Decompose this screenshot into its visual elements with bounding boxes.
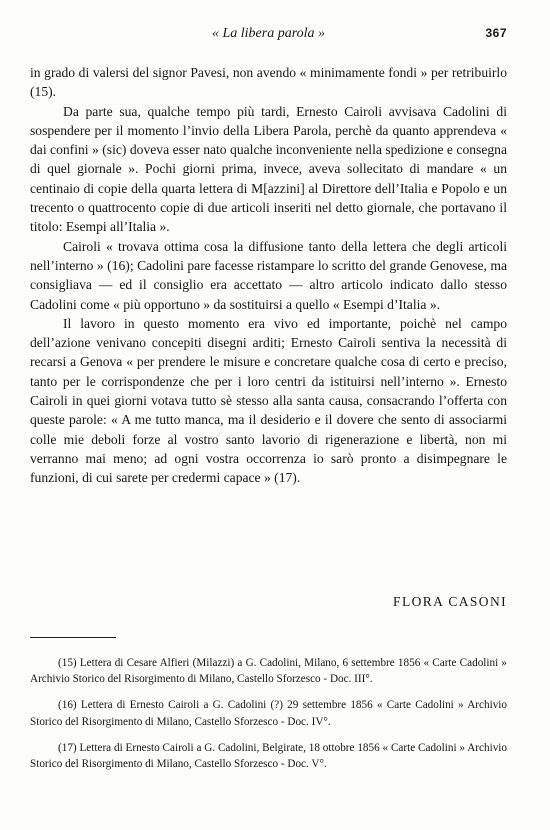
footnote: (17) Lettera di Ernesto Cairoli a G. Cadolini, Belgirate, 18 ottobre 1856 « Carte Cadolini » Archivio Storico del Risorgimento di Milano, Castello Sforzesco - Doc. V°.: [30, 741, 507, 771]
page-number: 367: [485, 26, 507, 40]
footnotes: [30, 655, 507, 782]
footnote: (16) Lettera di Ernesto Cairoli a G. Cadolini (?) 29 settembre 1856 « Carte Cadolini » Archivio Storico del Risorgimento di Milano, Castello Sforzesco - Doc. IV°.: [30, 699, 507, 728]
footnote: (15) Lettera di Cesare Alfieri (Milazzi) a G. Cadolini, Milano, 6 settembre 1856 « Carte Cadolini » Archivio Storico del Risorgimento di Milano, Castello Sforzesco - Doc. III°.: [30, 657, 507, 686]
running-title: « La libera parola »: [211, 26, 326, 41]
body-text: [30, 63, 507, 488]
footnote-separator: [30, 637, 116, 638]
paragraph: Cairoli « trovava ottima cosa la diffusione tanto della lettera che degli articoli nell’interno » (16); Cadolini pare facesse ristampare lo scritto del grande Genovese, ma consigliava — ed il consiglio era accettato — altro articolo indicato dallo stesso Cadolini come « più opportuno » da sostituirsi a quello « Esempi d’Italia ».: [30, 238, 507, 312]
paragraph: Da parte sua, qualche tempo più tardi, Ernesto Cairoli avvisava Cadolini di sospendere per il momento l’invio della Libera Parola, perchè da quanto apprendeva « dai confini » (sic) doveva esser nato qualche inconveniente nella spedizione e consegna di quel giornale ». Pochi giorni prima, invece, aveva sollecitato di mandare « un centinaio di copie della quarta lettera di M[azzini] al Direttore dell’Italia e Popolo e un trecento o quattrocento copie di due articoli inseriti nel detto giornale, che portavano il titolo: Esempi all’Italia ».: [30, 103, 507, 235]
author-signature: FLORA CASONI: [393, 594, 507, 609]
page-header: [30, 26, 507, 44]
paragraph: Il lavoro in questo momento era vivo ed importante, poichè nel campo dell’azione venivano concepiti disegni arditi; Ernesto Cairoli sentiva la necessità di recarsi a Genova « per prendere le misure e concretare qualche cosa di certo e preciso, tanto per le corrispondenze che per i loro centri da istituirsi nell’interno ». Ernesto Cairoli in quei giorni votava tutto sè stesso alla santa causa, consacrando l’offerta con queste parole: « A me tutto manca, ma il desiderio e il dovere che sento di associarmi colle mie deboli forze al vostro santo lavorio di rigenerazione e libertà, non mi verranno mai meno; ad ogni vostra occorrenza io sarò pronto a disimpegnare le funzioni, di cui sarete per credermi capace » (17).: [30, 315, 507, 486]
paragraph: in grado di valersi del signor Pavesi, non avendo « minimamente fondi » per retribuirlo (15).: [30, 65, 507, 100]
book-page: [30, 0, 507, 830]
